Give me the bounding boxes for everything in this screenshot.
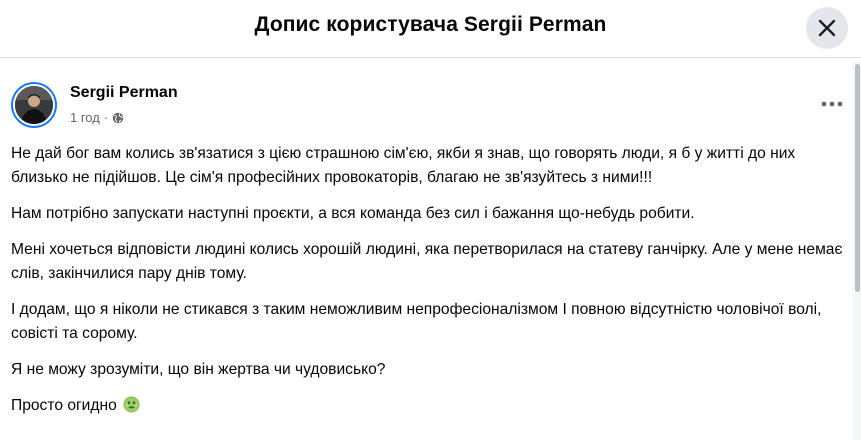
post-paragraph: Я не можу зрозуміти, що він жертва чи чудовисько? [11,361,386,378]
more-dots-icon [821,101,843,107]
post-time[interactable]: 1 год [70,110,100,125]
person-photo-icon [15,86,53,124]
post-meta [70,110,124,125]
post-paragraph-last [11,394,851,418]
dialog-header [0,0,861,58]
more-options-button[interactable] [818,92,846,116]
post-body [11,142,851,430]
avatar-photo [13,84,55,126]
close-icon [817,18,837,38]
scrollbar-thumb[interactable] [855,64,860,292]
dialog-title: Допис користувача Sergii Perman [254,13,607,36]
author-name[interactable]: Sergii Perman [70,84,178,101]
post-paragraph: Просто огидно [11,397,117,414]
close-button[interactable] [806,7,848,49]
post-paragraph: Мені хочеться відповісти людині колись хорошій людині, яка перетворилася на статеву ганчірку. Але у мене немає слів, закінчилися пару днів тому. [11,241,843,282]
post-paragraph: Нам потрібно запускати наступні проєкти, а вся команда без сил і бажання що-небудь робити. [11,205,695,222]
post-paragraph: І додам, що я ніколи не стикався з таким неможливим непрофесіоналізмом І повною відсутністю чоловічої волі, совісті та сорому. [11,301,822,342]
meta-separator: · [103,110,109,125]
globe-icon[interactable] [112,112,124,124]
avatar[interactable] [11,82,57,128]
nauseated-face-icon [123,396,140,413]
post-paragraph: Не дай бог вам колись зв'язатися з цією страшною сім'єю, якби я знав, що говорять люди, я б у житті до них близько не підійшов. Це сім'я професійних провокаторів, благаю не зв'язуйтесь з ними!!! [11,145,796,186]
